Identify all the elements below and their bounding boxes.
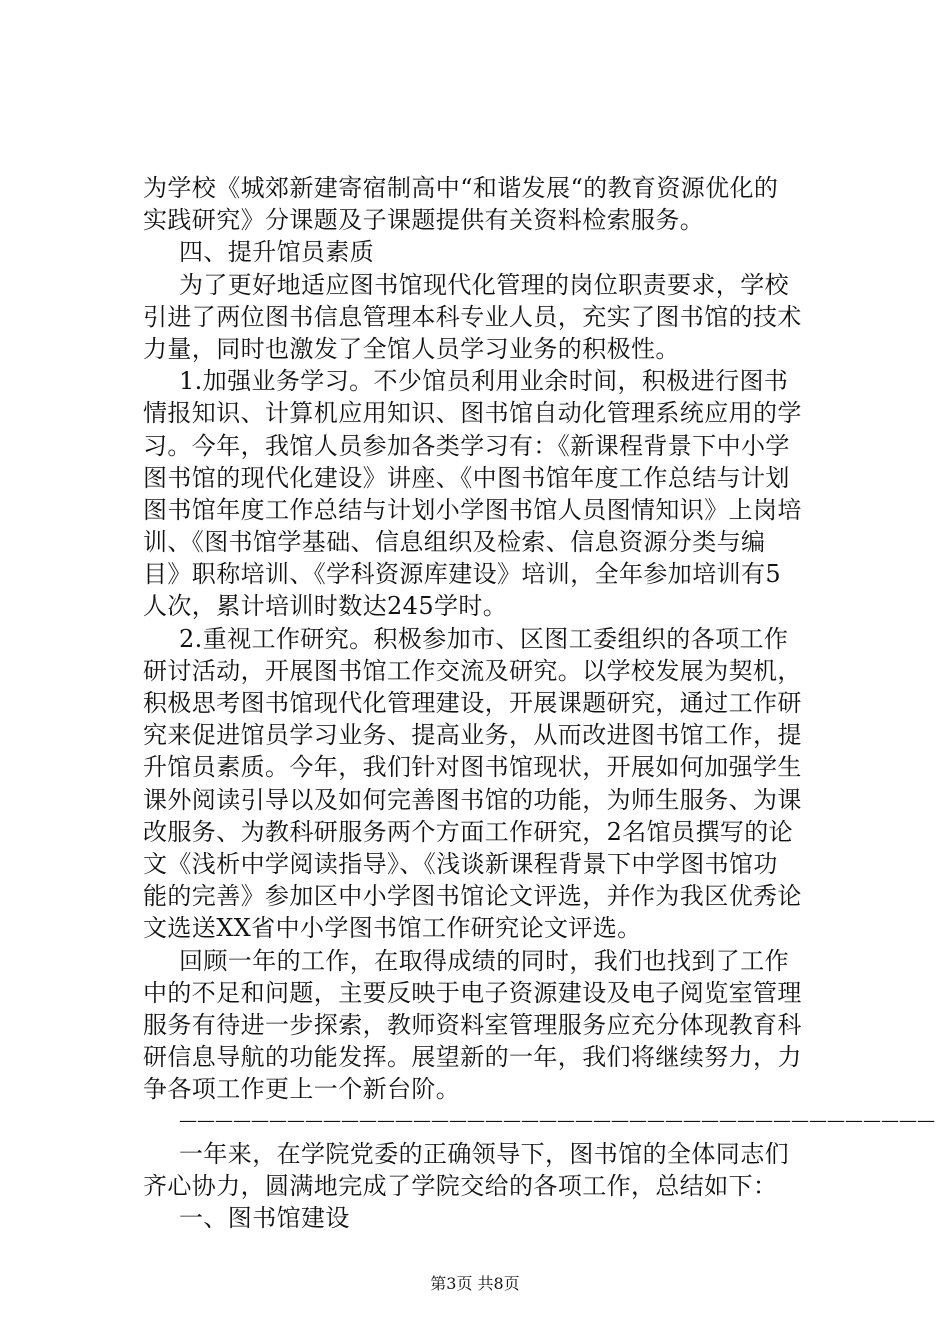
page-footer: 第3页 共8页 [430, 1274, 520, 1293]
text-line: 改服务、为教科研服务两个方面工作研究，2名馆员撰写的论 [143, 817, 794, 846]
text-line: 图书馆的现代化建设》讲座、《中图书馆年度工作总结与计划 [143, 463, 790, 492]
text-line: 为了更好地适应图书馆现代化管理的岗位职责要求，学校 [179, 270, 789, 299]
document-body [143, 172, 935, 1234]
separator-line: —————————————————————————————————————————— [179, 1110, 935, 1132]
text-line: 训、《图书馆学基础、信息组织及检索、信息资源分类与编 [143, 528, 766, 557]
text-line: 能的完善》参加区中小学图书馆论文评选，并作为我区优秀论 [143, 882, 802, 911]
text-line: 服务有待进一步探索，教师资料室管理服务应充分体现教育科 [143, 1010, 802, 1039]
text-line: 图书馆年度工作总结与计划小学图书馆人员图情知识》上岗培 [143, 495, 802, 524]
section-heading: 四、提升馆员素质 [179, 238, 375, 267]
text-line: 1.加强业务学习。不少馆员利用业余时间，积极进行图书 [179, 367, 789, 396]
text-line: 究来促进馆员学习业务、提高业务，从而改进图书馆工作，提 [143, 721, 802, 750]
section-heading: 一、图书馆建设 [179, 1204, 350, 1232]
text-line: 课外阅读引导以及如何完善图书馆的功能，为师生服务、为课 [143, 785, 802, 814]
text-line: 力量，同时也激发了全馆人员学习业务的积极性。 [143, 334, 680, 363]
text-line: 目》职称培训、《学科资源库建设》培训，全年参加培训有5 [143, 560, 782, 589]
text-line: 2.重视工作研究。积极参加市、区图工委组织的各项工作 [179, 624, 789, 653]
text-line: 研讨活动，开展图书馆工作交流及研究。以学校发展为契机， [143, 656, 802, 685]
text-line: 中的不足和问题，主要反映于电子资源建设及电子阅览室管理 [143, 978, 802, 1007]
text-line: 情报知识、计算机应用知识、图书馆自动化管理系统应用的学 [143, 399, 802, 428]
text-line: 为学校《城郊新建寄宿制高中“和谐发展“的教育资源优化的 [143, 174, 779, 202]
text-line: 争各项工作更上一个新台阶。 [143, 1075, 461, 1104]
text-line: 引进了两位图书信息管理本科专业人员，充实了图书馆的技术 [143, 302, 802, 331]
text-line: 一年来，在学院党委的正确领导下，图书馆的全体同志们 [179, 1139, 789, 1168]
text-line: 研信息导航的功能发挥。展望新的一年，我们将继续努力，力 [143, 1043, 802, 1072]
text-line: 升馆员素质。今年，我们针对图书馆现状，开展如何加强学生 [143, 753, 802, 782]
text-line: 习。今年，我馆人员参加各类学习有：《新课程背景下中小学 [143, 431, 790, 460]
text-line: 积极思考图书馆现代化管理建设，开展课题研究，通过工作研 [143, 689, 802, 717]
text-line: 实践研究》分课题及子课题提供有关资料检索服务。 [143, 206, 705, 235]
text-line: 文选送XX省中小学图书馆工作研究论文评选。 [143, 914, 642, 943]
text-line: 齐心协力，圆满地完成了学院交给的各项工作，总结如下： [143, 1171, 778, 1200]
text-line: 回顾一年的工作，在取得成绩的同时，我们也找到了工作 [179, 946, 789, 975]
text-line: 文《浅析中学阅读指导》、《浅谈新课程背景下中学图书馆功 [143, 849, 778, 878]
text-line: 人次，累计培训时数达245学时。 [143, 592, 508, 621]
